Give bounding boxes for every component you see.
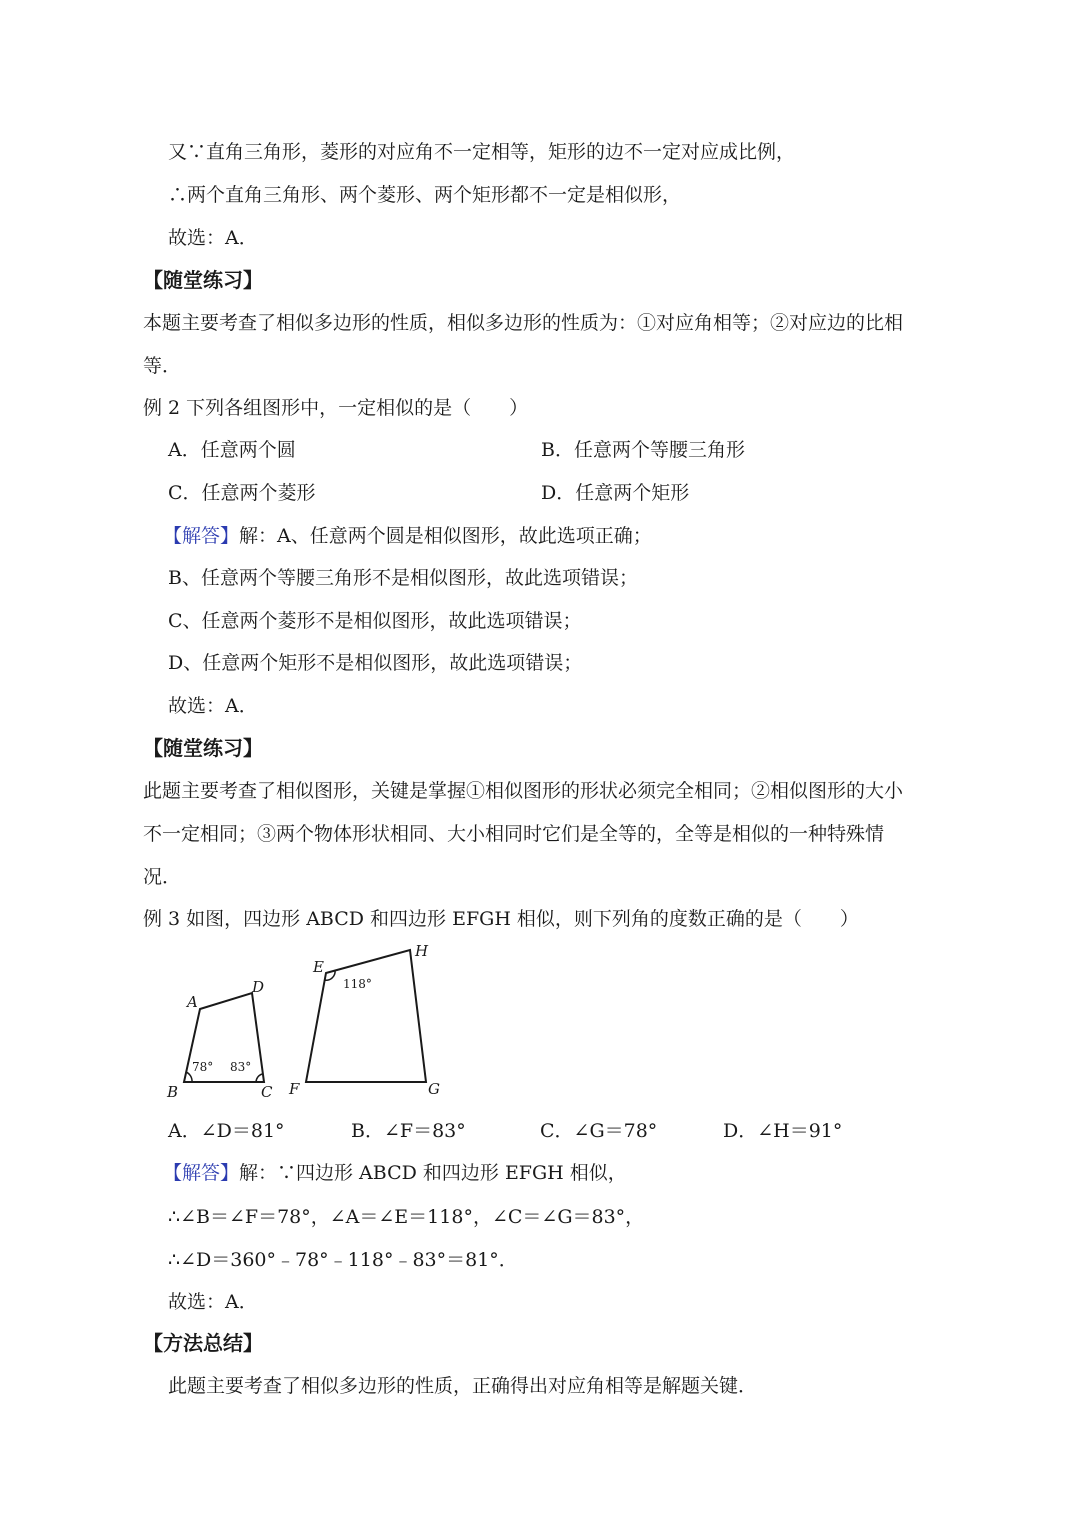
text-line: C、任意两个菱形不是相似图形，故此选项错误； bbox=[168, 610, 582, 632]
text-line: ∴两个直角三角形、两个菱形、两个矩形都不一定是相似形， bbox=[168, 184, 682, 206]
option-b: B．∠F＝83° bbox=[351, 1120, 466, 1142]
text-line: ∴∠B＝∠F＝78°，∠A＝∠E＝118°，∠C＝∠G＝83°， bbox=[168, 1206, 645, 1228]
text-line: B、任意两个等腰三角形不是相似图形，故此选项错误； bbox=[168, 567, 638, 589]
option-a: A．∠D＝81° bbox=[168, 1120, 285, 1142]
answer-text: 解：∵四边形 ABCD 和四边形 EFGH 相似， bbox=[239, 1162, 627, 1184]
text-line: D、任意两个矩形不是相似图形，故此选项错误； bbox=[168, 652, 583, 674]
vertex-label-a: A bbox=[187, 993, 198, 1011]
quadrilateral-figure bbox=[160, 935, 460, 1105]
example-question: 例 2 下列各组图形中，一定相似的是（ ） bbox=[143, 397, 529, 419]
text-line: 故选：A． bbox=[168, 1291, 258, 1313]
option-d: D．∠H＝91° bbox=[723, 1120, 843, 1142]
answer-tag: 【解答】 bbox=[163, 525, 240, 547]
vertex-label-d: D bbox=[252, 978, 265, 996]
text-line: ∴∠D＝360°﹣78°﹣118°﹣83°＝81°． bbox=[168, 1249, 518, 1271]
option-a: A．任意两个圆 bbox=[168, 439, 296, 461]
section-heading: 【随堂练习】 bbox=[143, 736, 263, 760]
angle-arc-c bbox=[256, 1074, 262, 1082]
quadrilateral-efgh bbox=[306, 950, 426, 1082]
vertex-label-b: B bbox=[167, 1083, 179, 1101]
vertex-label-e: E bbox=[313, 958, 324, 976]
answer-tag: 【解答】 bbox=[163, 1162, 240, 1184]
text-line: 故选：A． bbox=[168, 695, 258, 717]
text-line: 况． bbox=[143, 866, 182, 888]
example-question: 例 3 如图，四边形 ABCD 和四边形 EFGH 相似，则下列角的度数正确的是（ ） bbox=[143, 908, 859, 930]
text-line: 此题主要考查了相似多边形的性质，正确得出对应角相等是解题关键． bbox=[168, 1375, 758, 1397]
text-line: 又∵直角三角形，菱形的对应角不一定相等，矩形的边不一定对应成比例， bbox=[168, 141, 796, 163]
text-line: 本题主要考查了相似多边形的性质，相似多边形的性质为：①对应角相等；②对应边的比相 bbox=[143, 312, 904, 334]
vertex-label-f: F bbox=[289, 1080, 300, 1098]
angle-label-c: 83° bbox=[230, 1060, 252, 1074]
option-b: B．任意两个等腰三角形 bbox=[541, 439, 745, 461]
answer-block bbox=[163, 1161, 627, 1185]
text-line: 不一定相同；③两个物体形状相同、大小相同时它们是全等的，全等是相似的一种特殊情 bbox=[143, 823, 885, 845]
vertex-label-c: C bbox=[261, 1083, 273, 1101]
vertex-label-g: G bbox=[428, 1080, 440, 1098]
option-d: D．任意两个矩形 bbox=[541, 482, 690, 504]
answer-block bbox=[163, 524, 652, 548]
option-c: C．任意两个菱形 bbox=[168, 482, 316, 504]
section-heading: 【随堂练习】 bbox=[143, 268, 263, 292]
text-line: 故选：A． bbox=[168, 227, 258, 249]
vertex-label-h: H bbox=[415, 942, 429, 960]
text-line: 此题主要考查了相似图形，关键是掌握①相似图形的形状必须完全相同；②相似图形的大小 bbox=[143, 780, 904, 802]
answer-text: 解：A、任意两个圆是相似图形，故此选项正确； bbox=[239, 525, 652, 547]
angle-label-b: 78° bbox=[192, 1060, 214, 1074]
angle-label-e: 118° bbox=[343, 977, 372, 991]
option-c: C．∠G＝78° bbox=[540, 1120, 658, 1142]
section-heading: 【方法总结】 bbox=[143, 1331, 263, 1355]
text-line: 等． bbox=[143, 355, 182, 377]
